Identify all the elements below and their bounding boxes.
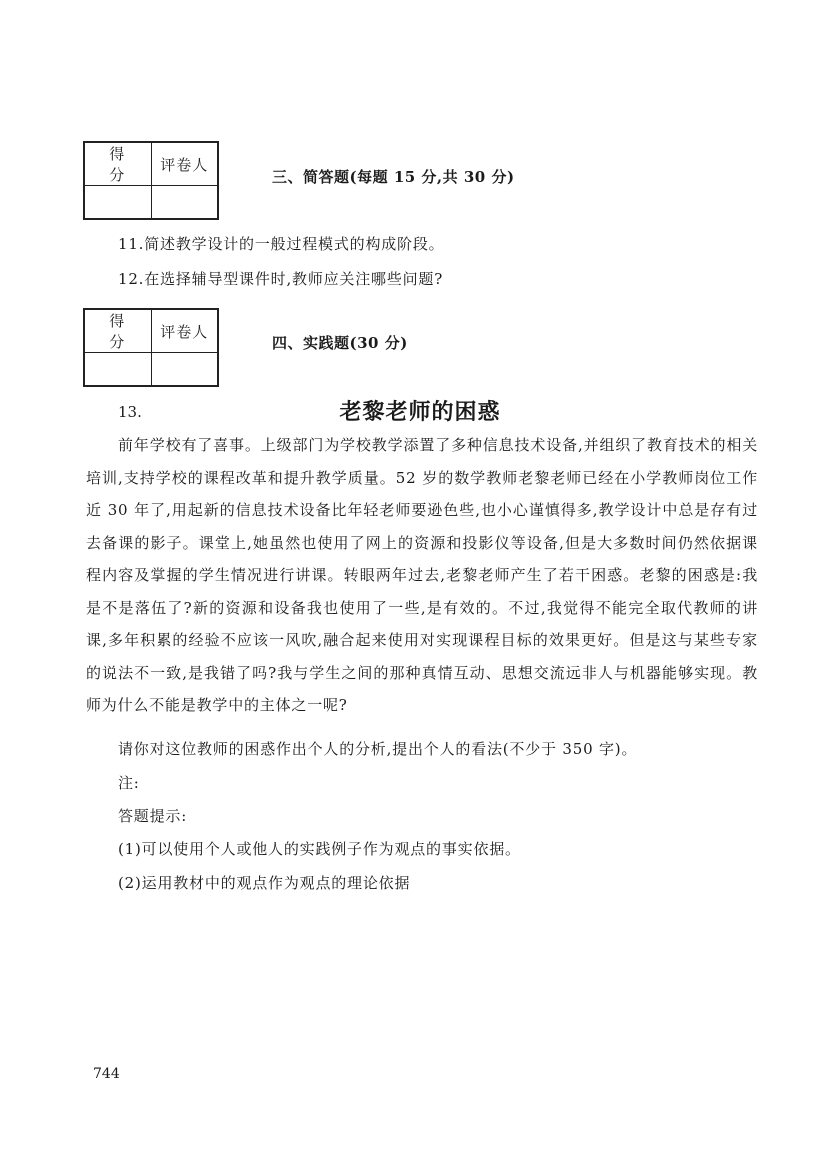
note-label: 注: [118,774,140,792]
score-cell [84,186,151,220]
case-title: 老黎老师的困惑 [339,399,501,425]
hint-item-1: (1)可以使用个人或他人的实践例子作为观点的事实依据。 [118,840,521,858]
score-box-section3 [83,141,219,220]
grader-label: 评卷人 [151,142,218,186]
hint-label: 答题提示: [118,807,188,825]
score-box-section4 [83,308,219,387]
task-instruction: 请你对这位教师的困惑作出个人的分析,提出个人的看法(不少于 350 字)。 [118,740,638,758]
question-12: 12.在选择辅导型课件时,教师应关注哪些问题? [118,270,444,288]
score-cell [84,353,151,387]
hint-item-2: (2)运用教材中的观点作为观点的理论依据 [118,874,411,892]
question-11: 11.简述教学设计的一般过程模式的构成阶段。 [118,235,445,253]
page-number: 744 [93,1066,120,1082]
section3-heading: 三、简答题(每题 15 分,共 30 分) [272,168,515,186]
grader-label: 评卷人 [151,309,218,353]
section4-heading: 四、实践题(30 分) [272,334,408,352]
grader-cell [151,186,218,220]
case-text: 前年学校有了喜事。上级部门为学校教学添置了多种信息技术设备,并组织了教育技术的相关培训,支持学校的课程改革和提升教学质量。52 岁的数学教师老黎老师已经在小学教师岗位工作近 30 年了,用起新的信息技术设备比年轻老师要逊色些,也小心谨慎得多,教学设计中总是存有过去备课的影子。课堂上,她虽然也使用了网上的资源和投影仪等设备,但是大多数时间仍然依据课程内容及掌握的学生情况进行讲课。转眼两年过去,老黎老师产生了若干困惑。老黎的困惑是:我是不是落伍了?新的资源和设备我也使用了一些,是有效的。不过,我觉得不能完全取代教师的讲课,多年积累的经验不应该一风吹,融合起来使用对实现课程目标的效果更好。但是这与某些专家的说法不一致,是我错了吗?我与学生之间的那种真情互动、思想交流远非人与机器能够实现。教师为什么不能是教学中的主体之一呢? [86,436,758,714]
question-13-number: 13. [118,403,142,421]
score-label: 得 分 [84,309,151,353]
grader-cell [151,353,218,387]
score-label: 得 分 [84,142,151,186]
